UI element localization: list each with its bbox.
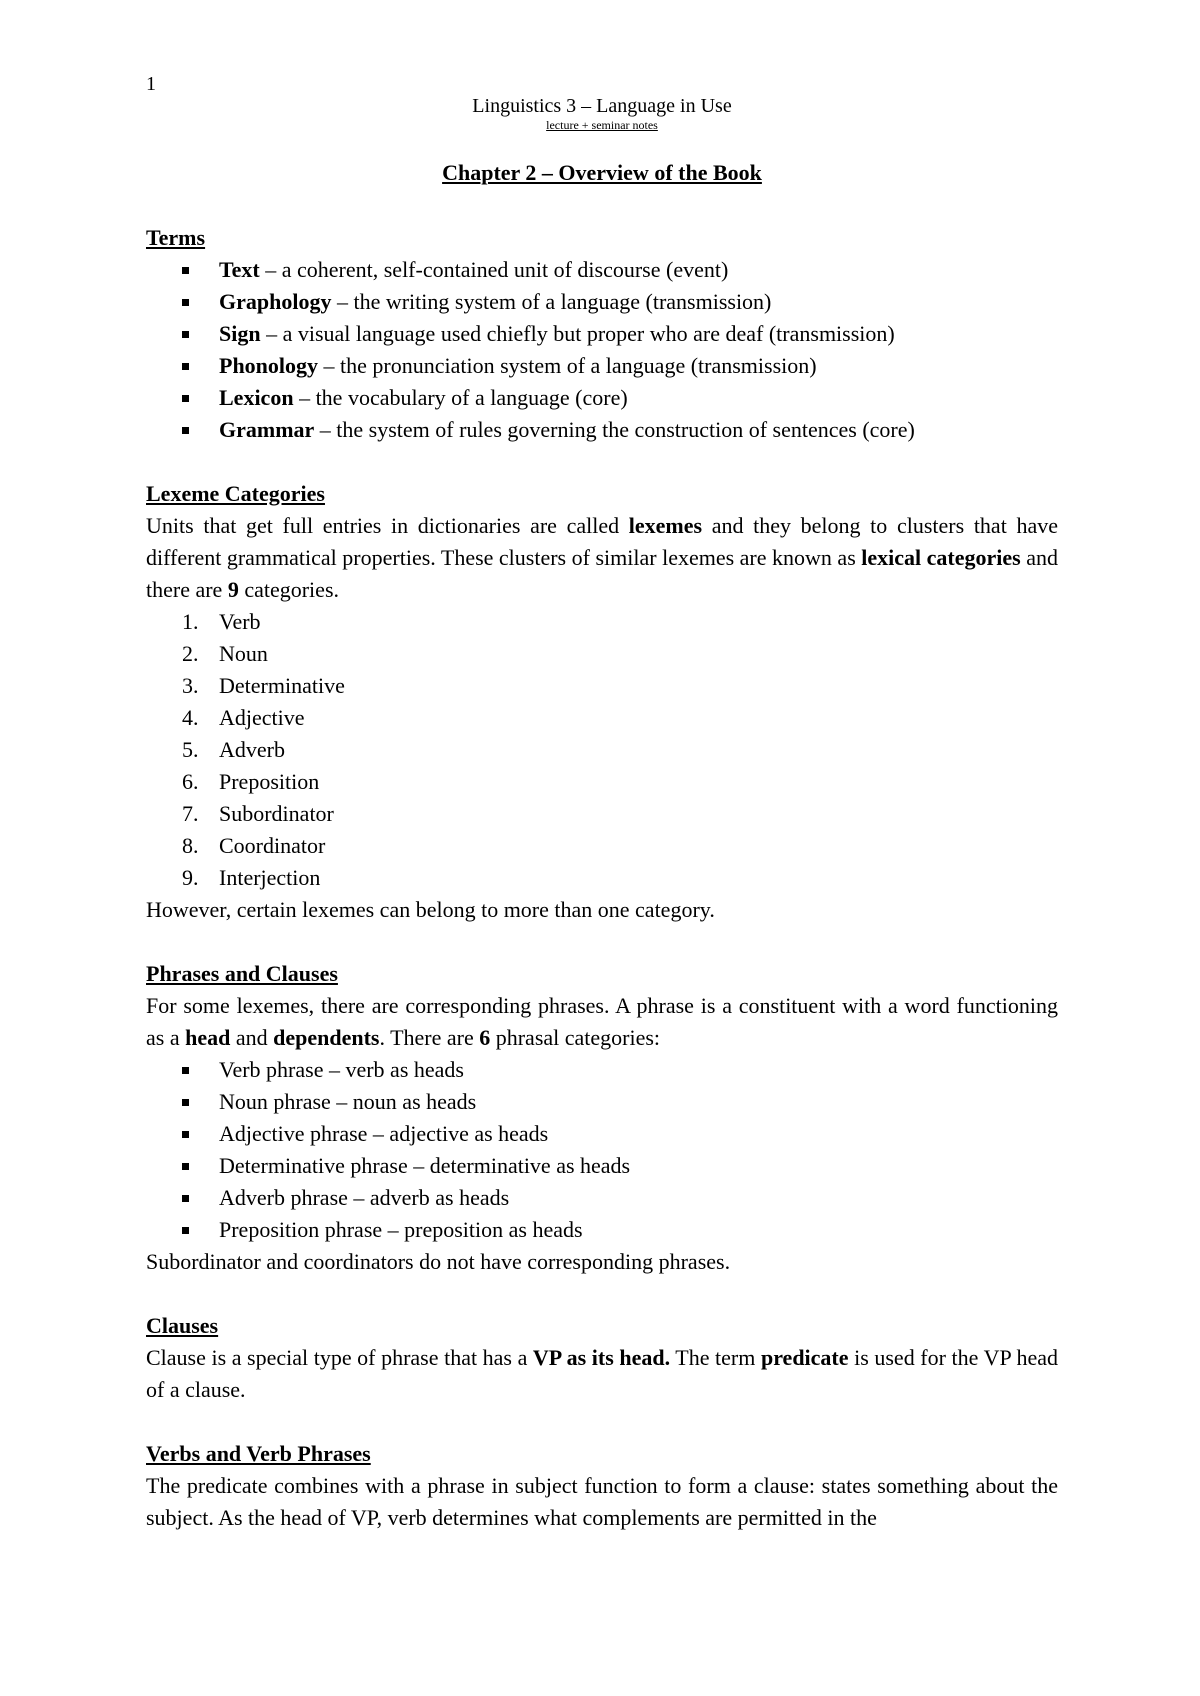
bullet-square-icon [182,1163,189,1170]
list-item [146,1182,1058,1214]
item-label: Verb [219,609,261,634]
term-definition: – a coherent, self-contained unit of discourse (event) [259,257,729,282]
text-run: The term [670,1345,761,1370]
term-definition: – a visual language used chiefly but proper who are deaf (transmission) [260,321,895,346]
term-name: Sign [219,321,261,346]
list-item [146,1214,1058,1246]
bold-term: VP as its head. [532,1345,671,1370]
list-item [146,670,1058,702]
bold-term: dependents [273,1025,380,1050]
item-label: Coordinator [219,833,326,858]
terms-heading: Terms [146,225,206,250]
bold-term: 9 [227,577,239,602]
item-label: Adjective [219,705,305,730]
item-label: Adjective phrase – adjective as heads [219,1121,549,1146]
item-number: 9. [182,865,199,890]
course-title: Linguistics 3 – Language in Use [472,95,732,117]
bold-term: head [185,1025,231,1050]
list-item [146,254,1058,286]
term-definition: – the vocabulary of a language (core) [293,385,628,410]
bullet-square-icon [182,395,189,402]
term-definition: – the pronunciation system of a language (transmission) [318,353,817,378]
item-label: Preposition phrase – preposition as heads [219,1217,583,1242]
bold-term: 6 [479,1025,491,1050]
text-run: and they belong to clusters that have different grammatical properties. These clusters of similar lexemes are known as [146,513,1058,570]
item-label: Subordinator [219,801,334,826]
list-item [146,734,1058,766]
bullet-square-icon [182,1131,189,1138]
bullet-square-icon [182,1067,189,1074]
verbs-paragraph: The predicate combines with a phrase in subject function to form a clause: states something about the subject. As the head of VP, verb determines what complements are permitted in the [146,1473,1058,1530]
text-run: Units that get full entries in dictionaries are called [146,513,629,538]
list-item [146,1150,1058,1182]
list-item [146,414,1058,446]
document-body [146,222,1058,1534]
bullet-square-icon [182,427,189,434]
list-item [146,1118,1058,1150]
term-definition: – the system of rules governing the construction of sentences (core) [314,417,915,442]
item-label: Determinative phrase – determinative as heads [219,1153,631,1178]
phrasal-categories-list [146,1054,1058,1246]
term-name: Grammar [219,417,315,442]
bullet-square-icon [182,1195,189,1202]
bullet-square-icon [182,1099,189,1106]
item-number: 4. [182,705,199,730]
bullet-square-icon [182,267,189,274]
item-label: Interjection [219,865,321,890]
lexeme-categories-heading: Lexeme Categories [146,481,325,506]
clauses-paragraph [146,1342,1058,1406]
text-run: phrasal categories: [490,1025,661,1050]
item-number: 2. [182,641,199,666]
course-subtitle: lecture + seminar notes [546,118,658,132]
terms-list [146,254,1058,446]
text-run: For some lexemes, there are corresponding phrases. A phrase is a constituent with a word functioning as a [146,993,1058,1050]
text-run: and there are [146,545,1058,602]
item-label: Preposition [219,769,320,794]
term-name: Phonology [219,353,319,378]
item-number: 1. [182,609,199,634]
phrases-clauses-heading: Phrases and Clauses [146,961,338,986]
item-label: Verb phrase – verb as heads [219,1057,464,1082]
bold-term: lexemes [628,513,703,538]
item-label: Determinative [219,673,345,698]
item-label: Noun [219,641,268,666]
text-run: is used for the VP head of a clause. [146,1345,1058,1402]
item-number: 7. [182,801,199,826]
item-label: Adverb phrase – adverb as heads [219,1185,510,1210]
lexeme-closing: However, certain lexemes can belong to more than one category. [146,897,715,922]
text-run: categories. [238,577,339,602]
bold-term: lexical categories [861,545,1021,570]
bullet-square-icon [182,1227,189,1234]
text-run: and [230,1025,274,1050]
list-item [146,702,1058,734]
bullet-square-icon [182,331,189,338]
term-name: Text [219,257,260,282]
verbs-heading: Verbs and Verb Phrases [146,1441,371,1466]
phrases-paragraph [146,990,1058,1054]
phrases-closing: Subordinator and coordinators do not have corresponding phrases. [146,1249,731,1274]
list-item [146,606,1058,638]
bullet-square-icon [182,299,189,306]
chapter-title: Chapter 2 – Overview of the Book [442,160,762,185]
text-run: . There are [379,1025,480,1050]
clauses-heading: Clauses [146,1313,219,1338]
bullet-square-icon [182,363,189,370]
list-item [146,862,1058,894]
list-item [146,798,1058,830]
list-item [146,286,1058,318]
list-item [146,382,1058,414]
list-item [146,350,1058,382]
item-number: 6. [182,769,199,794]
list-item [146,1086,1058,1118]
text-run: Clause is a special type of phrase that has a [146,1345,533,1370]
item-number: 3. [182,673,199,698]
item-label: Adverb [219,737,285,762]
item-number: 8. [182,833,199,858]
page-number: 1 [146,73,156,95]
list-item [146,1054,1058,1086]
bold-term: predicate [760,1345,849,1370]
term-name: Graphology [219,289,332,314]
term-definition: – the writing system of a language (transmission) [331,289,772,314]
list-item [146,766,1058,798]
list-item [146,318,1058,350]
item-label: Noun phrase – noun as heads [219,1089,477,1114]
term-name: Lexicon [219,385,294,410]
item-number: 5. [182,737,199,762]
list-item [146,830,1058,862]
lexeme-paragraph [146,510,1058,606]
lexical-categories-list [146,606,1058,894]
list-item [146,638,1058,670]
